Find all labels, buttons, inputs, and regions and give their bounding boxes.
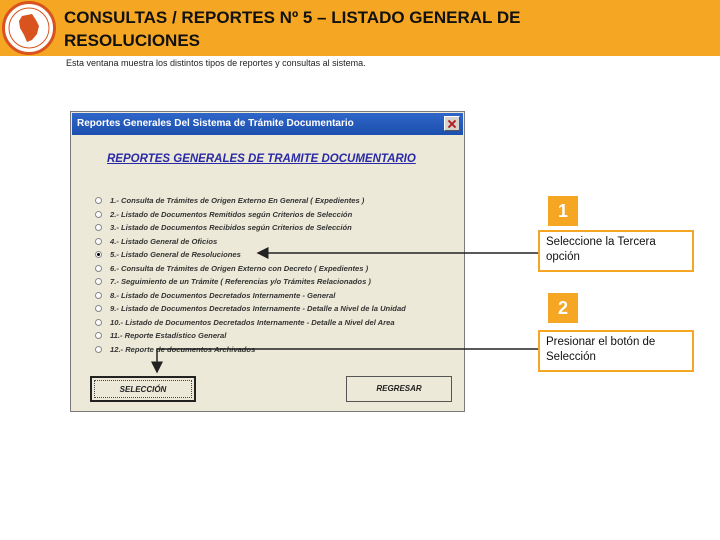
institution-seal-icon bbox=[2, 1, 56, 55]
radio-icon[interactable] bbox=[95, 319, 102, 326]
report-option-label: 8.- Listado de Documentos Decretados Internamente - General bbox=[110, 290, 336, 300]
report-option-7[interactable] bbox=[95, 275, 455, 289]
report-option-label: 1.- Consulta de Trámites de Origen Externo En General ( Expedientes ) bbox=[110, 196, 365, 206]
reports-window bbox=[70, 111, 465, 412]
radio-icon[interactable] bbox=[95, 265, 102, 272]
report-option-label: 11.- Reporte Estadístico General bbox=[110, 331, 227, 341]
slide-title: CONSULTAS / REPORTES Nº 5 – LISTADO GENERAL DE RESOLUCIONES bbox=[64, 8, 521, 50]
report-option-label: 10.- Listado de Documentos Decretados Internamente - Detalle a Nivel del Area bbox=[110, 317, 395, 327]
report-option-5[interactable] bbox=[95, 248, 455, 262]
report-option-4[interactable] bbox=[95, 235, 455, 249]
window-titlebar[interactable] bbox=[72, 113, 463, 135]
report-option-1[interactable] bbox=[95, 194, 455, 208]
report-option-label: 9.- Listado de Documentos Decretados Internamente - Detalle a Nivel de la Unidad bbox=[110, 304, 406, 314]
report-option-label: 3.- Listado de Documentos Recibidos según Criterios de Selección bbox=[110, 223, 352, 233]
radio-icon[interactable] bbox=[95, 224, 102, 231]
report-option-10[interactable] bbox=[95, 316, 455, 330]
report-option-6[interactable] bbox=[95, 262, 455, 276]
callout-text-1: Seleccione la Tercera opción bbox=[538, 230, 694, 272]
radio-icon[interactable] bbox=[95, 278, 102, 285]
report-option-label: 4.- Listado General de Oficios bbox=[110, 236, 218, 246]
radio-icon[interactable] bbox=[95, 332, 102, 339]
radio-icon[interactable] bbox=[95, 305, 102, 312]
report-option-label: 5.- Listado General de Resoluciones bbox=[110, 250, 241, 260]
report-option-2[interactable] bbox=[95, 208, 455, 222]
report-option-label: 7.- Seguimiento de un Trámite ( Referencias y/o Trámites Relacionados ) bbox=[110, 277, 371, 287]
radio-icon[interactable] bbox=[95, 211, 102, 218]
radio-icon[interactable] bbox=[95, 346, 102, 353]
report-option-label: 12.- Reporte de documentos Archivados bbox=[110, 344, 256, 354]
report-option-9[interactable] bbox=[95, 302, 455, 316]
radio-icon[interactable] bbox=[95, 238, 102, 245]
report-option-label: 6.- Consulta de Trámites de Origen Externo con Decreto ( Expedientes ) bbox=[110, 263, 369, 273]
radio-icon[interactable] bbox=[95, 292, 102, 299]
back-button[interactable]: REGRESAR bbox=[346, 376, 452, 402]
report-option-11[interactable] bbox=[95, 329, 455, 343]
slide-subtitle: Esta ventana muestra los distintos tipos de reportes y consultas al sistema. bbox=[66, 58, 366, 68]
report-options-list bbox=[95, 194, 455, 356]
report-option-8[interactable] bbox=[95, 289, 455, 303]
close-icon[interactable] bbox=[444, 116, 460, 131]
radio-icon[interactable] bbox=[95, 197, 102, 204]
report-option-12[interactable] bbox=[95, 343, 455, 357]
callout-text-2: Presionar el botón de Selección bbox=[538, 330, 694, 372]
callout-number-2: 2 bbox=[548, 293, 578, 323]
callout-number-1: 1 bbox=[548, 196, 578, 226]
window-heading: REPORTES GENERALES DE TRAMITE DOCUMENTARIO bbox=[107, 153, 416, 165]
radio-selected-icon[interactable] bbox=[95, 251, 102, 258]
report-option-3[interactable] bbox=[95, 221, 455, 235]
report-option-label: 2.- Listado de Documentos Remitidos según Criterios de Selección bbox=[110, 209, 353, 219]
window-title: Reportes Generales Del Sistema de Trámite Documentario bbox=[77, 118, 354, 129]
select-button[interactable]: SELECCIÓN bbox=[90, 376, 196, 402]
